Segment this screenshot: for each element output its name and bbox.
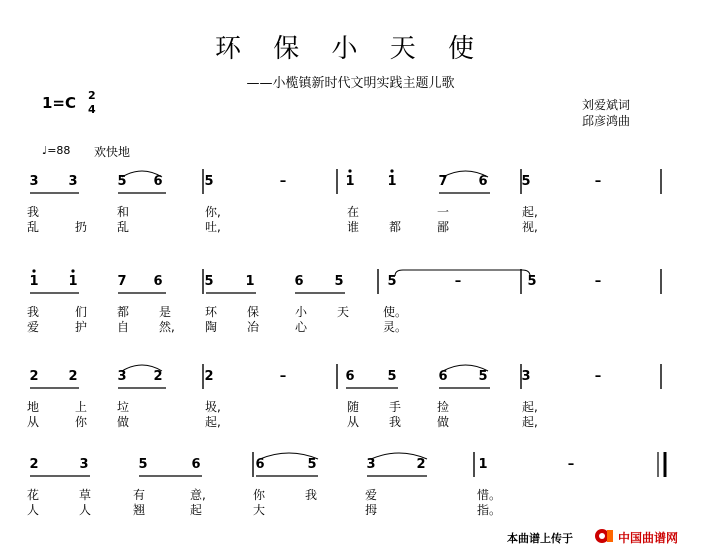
lyric-verse-2: 都 bbox=[389, 220, 402, 234]
lyric-verse-1: 小 bbox=[295, 305, 308, 319]
lyric-verse-1: 爱 bbox=[365, 488, 378, 502]
lyric-verse-1: 们 bbox=[75, 305, 88, 319]
note: 6 bbox=[438, 369, 448, 384]
note: 5 bbox=[334, 274, 344, 289]
note: 5 bbox=[307, 457, 317, 472]
lyric-verse-1: 起, bbox=[522, 400, 538, 414]
lyric-verse-1: 随 bbox=[347, 400, 360, 414]
lyric-verse-1: 是 bbox=[159, 305, 172, 319]
lyric-verse-1: 和 bbox=[117, 205, 130, 219]
score-site-logo-icon bbox=[593, 527, 615, 545]
lyric-verse-2: 你 bbox=[75, 415, 88, 429]
note: 2 bbox=[29, 457, 39, 472]
octave-dot bbox=[71, 269, 74, 272]
note: 6 bbox=[153, 274, 163, 289]
lyric-verse-2: 大 bbox=[253, 503, 266, 517]
note: 1 bbox=[245, 274, 255, 289]
note: 6 bbox=[153, 174, 163, 189]
note: 1 bbox=[29, 274, 39, 289]
sustain-dash: – bbox=[279, 369, 287, 384]
lyric-verse-2: 爱 bbox=[27, 320, 40, 334]
lyric-verse-2: 冶 bbox=[247, 320, 260, 334]
lyric-verse-1: 地 bbox=[27, 400, 40, 414]
note: 6 bbox=[255, 457, 265, 472]
lyric-verse-2: 我 bbox=[389, 415, 402, 429]
lyricist-credit: 刘爱斌词 bbox=[582, 98, 631, 112]
sustain-dash: – bbox=[454, 274, 462, 289]
octave-dot bbox=[32, 269, 35, 272]
lyric-verse-1: 一 bbox=[437, 205, 450, 219]
lyric-verse-1: 我 bbox=[27, 305, 40, 319]
lyric-verse-1: 你, bbox=[205, 205, 221, 219]
lyric-verse-2: 翘 bbox=[133, 503, 146, 517]
lyric-verse-1: 在 bbox=[347, 205, 360, 219]
lyric-verse-2: 起, bbox=[522, 415, 538, 429]
note: 5 bbox=[204, 174, 214, 189]
sustain-dash: – bbox=[594, 174, 602, 189]
key-signature: 1=C bbox=[42, 94, 77, 112]
octave-dot bbox=[390, 169, 393, 172]
note: 1 bbox=[345, 174, 355, 189]
note: 5 bbox=[527, 274, 537, 289]
lyric-verse-2: 陶 bbox=[205, 320, 218, 334]
time-signature-denominator: 4 bbox=[88, 103, 96, 116]
lyric-verse-1: 有 bbox=[133, 488, 146, 502]
note: 1 bbox=[387, 174, 397, 189]
lyric-verse-1: 你 bbox=[253, 488, 266, 502]
sustain-dash: – bbox=[279, 174, 287, 189]
lyric-verse-1: 保 bbox=[247, 305, 260, 319]
note: 6 bbox=[478, 174, 488, 189]
lyric-verse-2: 从 bbox=[27, 415, 40, 429]
sustain-dash: – bbox=[594, 274, 602, 289]
lyric-verse-1: 起, bbox=[522, 205, 538, 219]
lyric-verse-2: 鄙 bbox=[437, 220, 450, 234]
footer-brand[interactable]: 中国曲谱网 bbox=[618, 531, 679, 545]
note: 3 bbox=[521, 369, 531, 384]
note: 3 bbox=[117, 369, 127, 384]
lyric-verse-1: 捡 bbox=[437, 400, 450, 414]
note: 5 bbox=[387, 274, 397, 289]
lyric-verse-2: 扔 bbox=[75, 220, 88, 234]
lyric-verse-1: 上 bbox=[75, 400, 88, 414]
note: 1 bbox=[478, 457, 488, 472]
lyric-verse-2: 人 bbox=[79, 503, 92, 517]
lyric-verse-2: 乱 bbox=[117, 220, 130, 234]
lyric-verse-1: 都 bbox=[117, 305, 130, 319]
lyric-verse-2: 做 bbox=[117, 415, 130, 429]
note: 2 bbox=[153, 369, 163, 384]
lyric-verse-1: 花 bbox=[27, 488, 40, 502]
lyric-verse-2: 拇 bbox=[365, 503, 378, 517]
note: 2 bbox=[68, 369, 78, 384]
note: 7 bbox=[117, 274, 127, 289]
note: 3 bbox=[79, 457, 89, 472]
octave-dot bbox=[348, 169, 351, 172]
lyric-verse-1: 天 bbox=[337, 305, 350, 319]
lyric-verse-1: 我 bbox=[305, 488, 318, 502]
sustain-dash: – bbox=[567, 457, 575, 472]
lyric-verse-1: 垃 bbox=[117, 400, 130, 414]
footer-upload-text: 本曲谱上传于 bbox=[507, 532, 573, 545]
tempo-marking: ♩=88 bbox=[42, 144, 71, 157]
lyric-verse-1: 惜。 bbox=[477, 488, 502, 502]
composer-credit: 邱彦鸿曲 bbox=[582, 114, 631, 128]
note: 5 bbox=[478, 369, 488, 384]
note: 7 bbox=[438, 174, 448, 189]
lyric-verse-1: 草 bbox=[79, 488, 92, 502]
note: 6 bbox=[294, 274, 304, 289]
lyric-verse-2: 从 bbox=[347, 415, 360, 429]
note: 3 bbox=[29, 174, 39, 189]
lyric-verse-1: 环 bbox=[205, 305, 218, 319]
note: 5 bbox=[138, 457, 148, 472]
sustain-dash: – bbox=[594, 369, 602, 384]
note: 3 bbox=[68, 174, 78, 189]
note: 6 bbox=[191, 457, 201, 472]
page-title: 环 保 小 天 使 bbox=[214, 34, 487, 64]
lyric-verse-2: 灵。 bbox=[383, 320, 408, 334]
time-signature-numerator: 2 bbox=[88, 89, 96, 102]
lyric-verse-1: 使。 bbox=[383, 305, 408, 319]
lyric-verse-2: 自 bbox=[117, 320, 130, 334]
lyric-verse-2: 谁 bbox=[347, 220, 360, 234]
lyric-verse-2: 吐, bbox=[205, 220, 221, 234]
lyric-verse-1: 圾, bbox=[205, 400, 221, 414]
note: 6 bbox=[345, 369, 355, 384]
lyric-verse-2: 起, bbox=[205, 415, 221, 429]
note: 5 bbox=[204, 274, 214, 289]
lyric-verse-1: 手 bbox=[389, 400, 402, 414]
note: 2 bbox=[204, 369, 214, 384]
note: 2 bbox=[29, 369, 39, 384]
expression-marking: 欢快地 bbox=[94, 145, 131, 159]
page-subtitle: ——小榄镇新时代文明实践主题儿歌 bbox=[246, 76, 455, 91]
note: 5 bbox=[117, 174, 127, 189]
lyric-verse-2: 护 bbox=[75, 320, 88, 334]
note: 3 bbox=[366, 457, 376, 472]
note: 2 bbox=[416, 457, 426, 472]
lyric-verse-2: 心 bbox=[295, 320, 308, 334]
note: 1 bbox=[68, 274, 78, 289]
lyric-verse-1: 我 bbox=[27, 205, 40, 219]
note: 5 bbox=[521, 174, 531, 189]
lyric-verse-2: 人 bbox=[27, 503, 40, 517]
lyric-verse-2: 然, bbox=[159, 320, 175, 334]
lyric-verse-2: 做 bbox=[437, 415, 450, 429]
lyric-verse-1: 意, bbox=[190, 488, 206, 502]
note: 5 bbox=[387, 369, 397, 384]
lyric-verse-2: 视, bbox=[522, 220, 538, 234]
lyric-verse-2: 乱 bbox=[27, 220, 40, 234]
lyric-verse-2: 起 bbox=[190, 503, 203, 517]
lyric-verse-2: 指。 bbox=[477, 503, 502, 517]
